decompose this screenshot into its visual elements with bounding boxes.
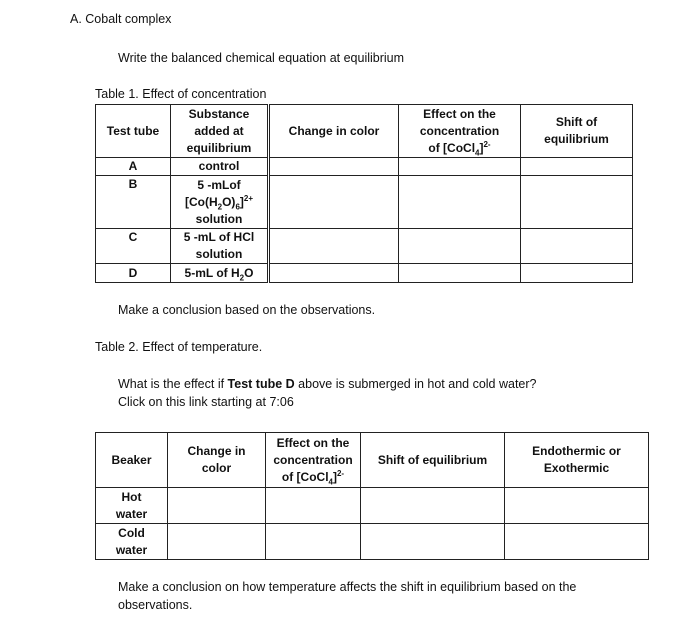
conclusion2-text: Make a conclusion on how temperature affects the shift in equilibrium based on the observations. [118, 580, 577, 612]
question-bold: Test tube D [227, 377, 295, 391]
empty-cell[interactable] [361, 488, 505, 524]
substance-cell: 5 -mLof $[Co(H_2O)_6]^{2+}$ solution [171, 176, 269, 229]
empty-cell[interactable] [361, 524, 505, 560]
substance-cell: 5 -mL of HCl solution [171, 229, 269, 264]
header-effect-concentration: Effect on the concentration of [CoCl$_4$]$^{2-}$ [266, 433, 361, 488]
empty-cell[interactable] [505, 488, 649, 524]
table2-header-row [96, 433, 649, 488]
section-title: A. Cobalt complex [70, 12, 172, 26]
beaker-label: Cold water [96, 524, 168, 560]
video-link[interactable]: Click on this link starting at 7:06 [118, 395, 294, 409]
conclusion1-text: Make a conclusion based on the observations. [118, 303, 376, 317]
table-row [96, 158, 633, 176]
empty-cell[interactable] [399, 264, 521, 283]
header-endo-exo: Endothermic or Exothermic [505, 433, 649, 488]
empty-cell[interactable] [399, 176, 521, 229]
empty-cell[interactable] [399, 158, 521, 176]
substance-cell: 5-mL of $H_2O$ [171, 264, 269, 283]
empty-cell[interactable] [521, 176, 633, 229]
beaker-label: Hot water [96, 488, 168, 524]
empty-cell[interactable] [168, 524, 266, 560]
tube-label: A [96, 158, 171, 176]
question-prefix: What is the effect if [118, 377, 228, 391]
empty-cell[interactable] [168, 488, 266, 524]
header-effect-concentration: Effect on the concentration of [CoCl$_4$]$^{2-}$ [399, 105, 521, 158]
empty-cell[interactable] [266, 524, 361, 560]
empty-cell[interactable] [269, 229, 399, 264]
table-row [96, 488, 649, 524]
empty-cell[interactable] [521, 158, 633, 176]
table2-caption: Table 2. Effect of temperature. [95, 340, 263, 354]
header-shift: Shift of equilibrium [361, 433, 505, 488]
instruction-text: Write the balanced chemical equation at equilibrium [118, 51, 405, 65]
table-row [96, 229, 633, 264]
empty-cell[interactable] [521, 229, 633, 264]
table2-question [118, 377, 537, 391]
substance-cell: control [171, 158, 269, 176]
header-substance: Substance added at equilibrium [171, 105, 269, 158]
table2 [95, 432, 649, 560]
header-beaker: Beaker [96, 433, 168, 488]
header-shift: Shift of equilibrium [521, 105, 633, 158]
table-row [96, 264, 633, 283]
table1-header-row [96, 105, 633, 158]
table1 [95, 104, 633, 283]
question-suffix: above is submerged in hot and cold water? [294, 377, 537, 391]
header-change-color: Change in color [269, 105, 399, 158]
table-row [96, 524, 649, 560]
tube-label: B [96, 176, 171, 229]
header-change-color: Change in color [168, 433, 266, 488]
empty-cell[interactable] [269, 158, 399, 176]
header-test-tube: Test tube [96, 105, 171, 158]
empty-cell[interactable] [399, 229, 521, 264]
empty-cell[interactable] [505, 524, 649, 560]
empty-cell[interactable] [269, 264, 399, 283]
table-row [96, 176, 633, 229]
empty-cell[interactable] [269, 176, 399, 229]
table1-caption: Table 1. Effect of concentration [95, 87, 267, 101]
empty-cell[interactable] [521, 264, 633, 283]
tube-label: D [96, 264, 171, 283]
empty-cell[interactable] [266, 488, 361, 524]
tube-label: C [96, 229, 171, 264]
